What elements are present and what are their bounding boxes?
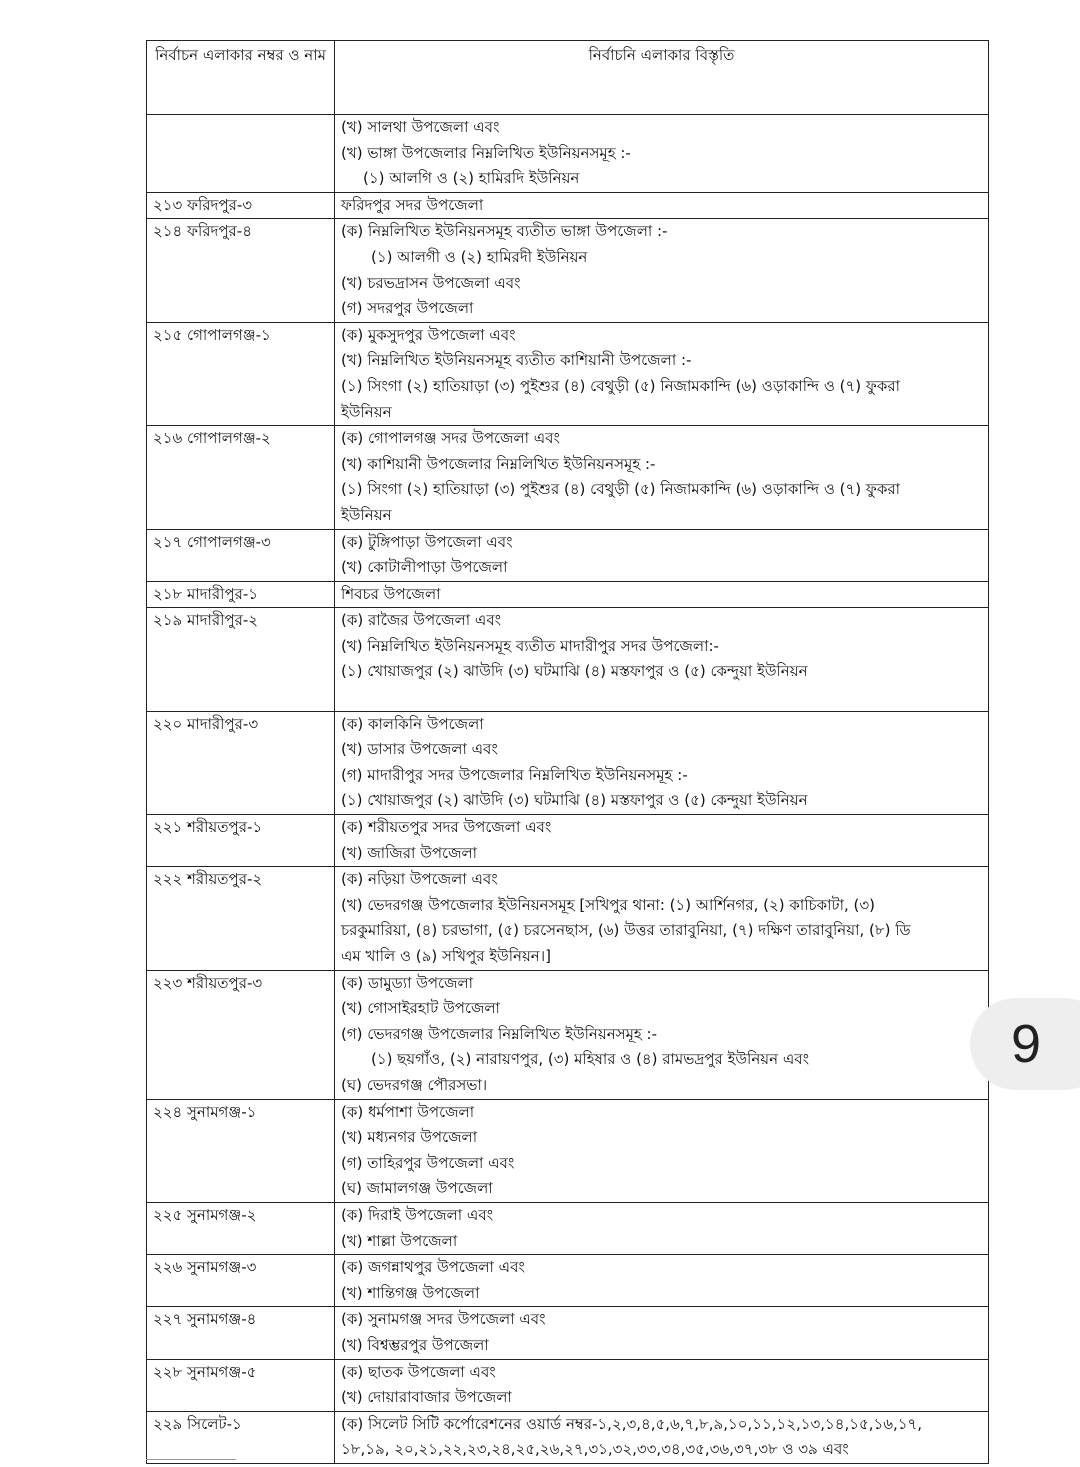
constituency-extent [335, 192, 989, 219]
extent-line: (ক) রাজৈর উপজেলা এবং [341, 611, 502, 630]
extent-line: (খ) কাশিয়ানী উপজেলার নিম্নলিখিত ইউনিয়নসমূহ :- [341, 454, 656, 473]
table-row [147, 1099, 989, 1202]
constituency-extent [335, 608, 989, 711]
extent-line: (ক) নড়িয়া উপজেলা এবং [341, 870, 498, 889]
constituency-name: ২২৩ শরীয়তপুর-৩ [147, 970, 335, 1099]
constituency-extent [335, 1307, 989, 1359]
extent-line: (ক) শরীয়তপুর সদর উপজেলা এবং [341, 818, 552, 837]
extent-line: শিবচর উপজেলা [341, 584, 441, 603]
extent-line: (গ) ভেদরগঞ্জ উপজেলার নিম্নলিখিত ইউনিয়নসমূহ :- [341, 1024, 658, 1043]
constituency-name: ২২৮ সুনামগঞ্জ-৫ [147, 1359, 335, 1411]
page-number: 9 [1010, 1014, 1042, 1074]
table-row [147, 426, 989, 529]
constituency-name: ২২৯ সিলেট-১ [147, 1411, 335, 1463]
extent-line: (১) খোয়াজপুর (২) ঝাউদি (৩) ঘটমাঝি (৪) মস্তফাপুর ও (৫) কেন্দুয়া ইউনিয়ন [341, 791, 808, 810]
table-row [147, 322, 989, 425]
extent-line: (ক) ছাতক উপজেলা এবং [341, 1362, 496, 1381]
table-row [147, 1307, 989, 1359]
table-header-row [147, 41, 989, 115]
extent-line: ইউনিয়ন [341, 505, 392, 524]
constituency-extent [335, 426, 989, 529]
extent-line: (খ) চরভদ্রাসন উপজেলা এবং [341, 273, 521, 292]
constituency-name: ২১৫ গোপালগঞ্জ-১ [147, 322, 335, 425]
extent-line: (১) আলগি ও (২) হামিরদি ইউনিয়ন [363, 169, 580, 188]
table-row [147, 529, 989, 581]
table-row [147, 815, 989, 867]
table-row [147, 608, 989, 711]
constituency-extent [335, 1411, 989, 1463]
page-number-tab[interactable] [970, 998, 1080, 1090]
table-row [147, 1359, 989, 1411]
constituency-extent [335, 1255, 989, 1307]
constituency-extent [335, 581, 989, 608]
extent-line: (১) খোয়াজপুর (২) ঝাউদি (৩) ঘটমাঝি (৪) মস্তফাপুর ও (৫) কেন্দুয়া ইউনিয়ন [341, 662, 808, 681]
constituency-extent [335, 711, 989, 814]
constituency-extent [335, 1099, 989, 1202]
extent-line: (খ) মধ্যনগর উপজেলা [341, 1128, 478, 1147]
footer-divider [146, 1459, 236, 1460]
header-constituency-extent: নির্বাচনি এলাকার বিস্তৃতি [335, 41, 989, 115]
extent-line: (খ) গোসাইরহাট উপজেলা [341, 999, 500, 1018]
extent-line: (ঘ) ভেদরগঞ্জ পৌরসভা। [341, 1075, 488, 1094]
table-row [147, 1255, 989, 1307]
extent-line: (ক) দিরাই উপজেলা এবং [341, 1205, 494, 1224]
constituency-name [147, 115, 335, 193]
header-constituency-name: নির্বাচন এলাকার নম্বর ও নাম [147, 41, 335, 115]
table-row [147, 1411, 989, 1463]
table-row [147, 970, 989, 1099]
table-row [147, 581, 989, 608]
extent-line: (খ) ভেদরগঞ্জ উপজেলার ইউনিয়নসমূহ [সখিপুর থানা: (১) আর্শিনগর, (২) কাচিকাটা, (৩) [341, 895, 875, 914]
extent-line: (ক) সিলেট সিটি কর্পোরেশনের ওয়ার্ড নম্বর-১,২,৩,৪,৫,৬,৭,৮,৯,১০,১১,১২,১৩,১৪,১৫,১৬,১৭, [341, 1414, 923, 1433]
extent-line: (ক) টুঙ্গিপাড়া উপজেলা এবং [341, 532, 513, 551]
constituency-extent [335, 529, 989, 581]
extent-line: (ঘ) জামালগঞ্জ উপজেলা [341, 1179, 493, 1198]
constituency-name: ২২৫ সুনামগঞ্জ-২ [147, 1202, 335, 1254]
constituency-name: ২২০ মাদারীপুর-৩ [147, 711, 335, 814]
extent-line: চরকুমারিয়া, (৪) চরভাগা, (৫) চরসেনছাস, (৬) উত্তর তারাবুনিয়া, (৭) দক্ষিণ তারাবুনিয়া, (৮) ডি [341, 921, 911, 940]
extent-line: ফরিদপুর সদর উপজেলা [341, 195, 484, 214]
extent-line: (ক) সুনামগঞ্জ সদর উপজেলা এবং [341, 1310, 546, 1329]
constituency-name: ২১৬ গোপালগঞ্জ-২ [147, 426, 335, 529]
constituency-name: ২১৯ মাদারীপুর-২ [147, 608, 335, 711]
table-row [147, 192, 989, 219]
extent-line: (গ) সদরপুর উপজেলা [341, 299, 474, 318]
extent-line: (গ) মাদারীপুর সদর উপজেলার নিম্নলিখিত ইউনিয়নসমূহ :- [341, 765, 688, 784]
extent-line: (খ) বিশ্বম্ভরপুর উপজেলা [341, 1335, 489, 1354]
constituency-name: ২১৩ ফরিদপুর-৩ [147, 192, 335, 219]
constituency-name: ২১৭ গোপালগঞ্জ-৩ [147, 529, 335, 581]
constituency-table [146, 40, 989, 1464]
extent-line: (১) সিংগা (২) হাতিয়াড়া (৩) পুইশুর (৪) বেথুড়ী (৫) নিজামকান্দি (৬) ওড়াকান্দি ও (৭) ফুকরা [341, 480, 900, 499]
extent-line: (খ) সালথা উপজেলা এবং [341, 118, 500, 136]
constituency-name: ২২৭ সুনামগঞ্জ-৪ [147, 1307, 335, 1359]
table-row [147, 115, 989, 193]
constituency-name: ২২২ শরীয়তপুর-২ [147, 867, 335, 970]
extent-line: এম খালি ও (৯) সখিপুর ইউনিয়ন।] [341, 947, 551, 965]
extent-line: (খ) শাল্লা উপজেলা [341, 1231, 458, 1250]
constituency-name: ২২১ শরীয়তপুর-১ [147, 815, 335, 867]
extent-line: (খ) শান্তিগঞ্জ উপজেলা [341, 1283, 480, 1302]
constituency-name: ২২৪ সুনামগঞ্জ-১ [147, 1099, 335, 1202]
constituency-extent [335, 970, 989, 1099]
extent-line: (গ) তাহিরপুর উপজেলা এবং [341, 1153, 515, 1172]
constituency-extent [335, 1202, 989, 1254]
constituency-extent [335, 867, 989, 970]
constituency-name: ২১৪ ফরিদপুর-৪ [147, 219, 335, 322]
table-row [147, 219, 989, 322]
constituency-extent [335, 322, 989, 425]
extent-line: (খ) জাজিরা উপজেলা [341, 843, 478, 862]
table-row [147, 711, 989, 814]
constituency-extent [335, 219, 989, 322]
table-row [147, 867, 989, 970]
extent-line: (খ) ডাসার উপজেলা এবং [341, 740, 498, 759]
extent-line: (ক) নিম্নলিখিত ইউনিয়নসমূহ ব্যতীত ভাঙ্গা উপজেলা :- [341, 222, 668, 241]
extent-line: (ক) জগন্নাথপুর উপজেলা এবং [341, 1258, 525, 1277]
constituency-extent [335, 815, 989, 867]
extent-line: (ক) কালকিনি উপজেলা [341, 714, 484, 733]
constituency-name: ২২৬ সুনামগঞ্জ-৩ [147, 1255, 335, 1307]
extent-line [341, 685, 982, 711]
table-row [147, 1202, 989, 1254]
constituency-name: ২১৮ মাদারীপুর-১ [147, 581, 335, 608]
constituency-extent [335, 1359, 989, 1411]
extent-line: (খ) কোটালীপাড়া উপজেলা [341, 558, 508, 577]
extent-line: ইউনিয়ন [341, 402, 392, 421]
extent-line: (খ) নিম্নলিখিত ইউনিয়নসমূহ ব্যতীত কাশিয়ানী উপজেলা :- [341, 351, 692, 370]
extent-line: (ক) গোপালগঞ্জ সদর উপজেলা এবং [341, 429, 560, 448]
extent-line: (১) সিংগা (২) হাতিয়াড়া (৩) পুইশুর (৪) বেথুড়ী (৫) নিজামকান্দি (৬) ওড়াকান্দি ও (৭) ফুকরা [341, 376, 900, 395]
extent-line: (খ) নিম্নলিখিত ইউনিয়নসমূহ ব্যতীত মাদারীপুর সদর উপজেলা:- [341, 636, 719, 655]
extent-line: ১৮,১৯, ২০,২১,২২,২৩,২৪,২৫,২৬,২৭,৩১,৩২,৩৩,৩৪,৩৫,৩৬,৩৭,৩৮ ও ৩৯ এবং [341, 1440, 849, 1459]
extent-line: (ক) মুকসুদপুর উপজেলা এবং [341, 325, 516, 344]
extent-line: (১) ছয়গাঁও, (২) নারায়ণপুর, (৩) মহিষার ও (৪) রামভদ্রপুর ইউনিয়ন এবং [371, 1050, 810, 1069]
extent-line: (ক) ধর্মপাশা উপজেলা [341, 1102, 475, 1121]
extent-line: (খ) ভাঙ্গা উপজেলার নিম্নলিখিত ইউনিয়নসমূহ :- [341, 143, 631, 162]
extent-line: (ক) ডামুড্যা উপজেলা [341, 973, 474, 992]
extent-line: (খ) দোয়ারাবাজার উপজেলা [341, 1388, 512, 1407]
constituency-extent [335, 115, 989, 193]
extent-line: (১) আলগী ও (২) হামিরদী ইউনিয়ন [371, 247, 588, 266]
